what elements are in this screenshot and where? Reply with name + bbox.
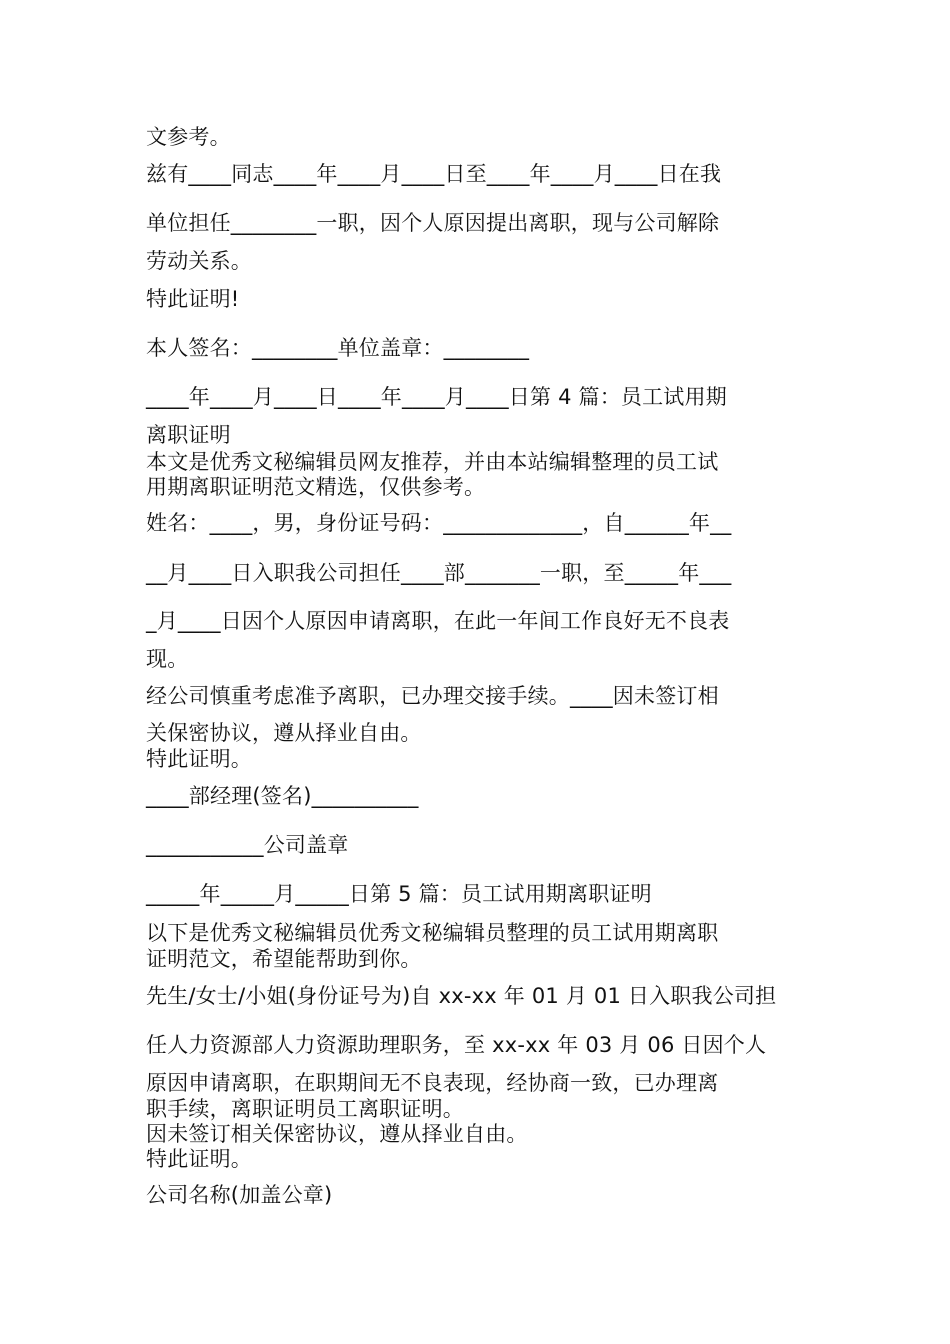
text-line: ____年____月____日____年____月____日第 4 篇：员工试用期 (146, 385, 727, 409)
text-line: 特此证明。 (146, 747, 252, 771)
text-line: 以下是优秀文秘编辑员优秀文秘编辑员整理的员工试用期离职 (146, 921, 719, 945)
text-line: _月____日因个人原因申请离职，在此一年间工作良好无不良表 (146, 609, 730, 633)
text-line: 姓名：____，男，身份证号码：_____________，自______年__ (146, 511, 732, 535)
text-line: 特此证明。 (146, 1147, 252, 1171)
text-line: 先生/女士/小姐(身份证号为)自 xx-xx 年 01 月 01 日入职我公司担 (146, 984, 777, 1008)
text-line: 关保密协议，遵从择业自由。 (146, 721, 422, 745)
text-line: 单位担任________一职，因个人原因提出离职，现与公司解除 (146, 211, 720, 235)
text-line: 用期离职证明范文精选，仅供参考。 (146, 475, 486, 499)
text-line: _____年_____月_____日第 5 篇：员工试用期离职证明 (146, 882, 652, 906)
signature-line: ___________公司盖章 (146, 833, 349, 857)
text-line: 原因申请离职，在职期间无不良表现，经协商一致，已办理离 (146, 1071, 719, 1095)
text-line: 特此证明! (146, 287, 240, 311)
signature-line: ____部经理(签名)__________ (146, 784, 419, 808)
text-line: __月____日入职我公司担任____部_______一职，至_____年___ (146, 561, 732, 585)
text-line: 兹有____同志____年____月____日至____年____月____日在我 (146, 162, 722, 186)
text-line: 经公司慎重考虑准予离职，已办理交接手续。____因未签订相 (146, 684, 719, 708)
text-line: 本文是优秀文秘编辑员网友推荐，并由本站编辑整理的员工试 (146, 450, 719, 474)
text-line: 文参考。 (146, 125, 231, 149)
text-line: 现。 (146, 647, 189, 671)
text-line: 任人力资源部人力资源助理职务，至 xx-xx 年 03 月 06 日因个人 (146, 1033, 767, 1057)
text-line: 劳动关系。 (146, 249, 252, 273)
signature-line: 本人签名：________单位盖章：________ (146, 336, 530, 360)
text-line: 因未签订相关保密协议，遵从择业自由。 (146, 1122, 528, 1146)
text-line: 职手续，离职证明员工离职证明。 (146, 1097, 464, 1121)
company-seal-line: 公司名称(加盖公章) (146, 1183, 333, 1207)
text-line: 证明范文，希望能帮助到你。 (146, 947, 422, 971)
section-title: 离职证明 (146, 423, 231, 447)
